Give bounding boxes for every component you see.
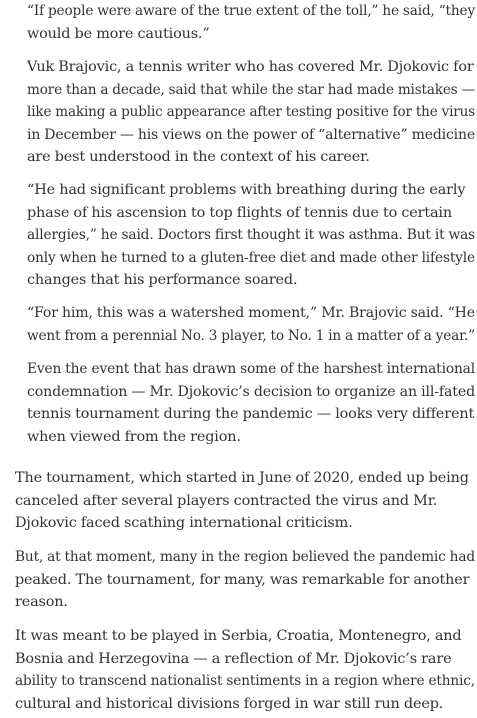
text-line: It was meant to be played in Serbia, Croatia, Montenegro, and (15, 628, 462, 644)
text-line: Djokovic faced scathing international criticism. (15, 515, 353, 531)
paragraph-brajovic-intro (27, 56, 477, 169)
paragraph-region-reflection (15, 625, 477, 715)
text-line: went from a perennial No. 3 player, to No. 1 in a matter of a year.” (27, 327, 476, 344)
text-line: Vuk Brajovic, a tennis writer who has covered Mr. Djokovic for (27, 59, 474, 75)
text-line: cultural and historical divisions forged in war still run deep. (15, 695, 444, 712)
paragraph-tournament-canceled (15, 467, 469, 535)
text-line: like making a public appearance after testing positive for the virus (27, 104, 475, 120)
paragraph-breathing-quote (27, 179, 477, 292)
text-line: The tournament, which started in June of 2020, ended up being (15, 470, 469, 486)
paragraph-watershed-quote (27, 302, 477, 347)
text-line: But, at that moment, many in the region believed the pandemic had (15, 549, 475, 565)
paragraph-tournament-condemnation (27, 358, 477, 448)
text-line: would be more cautious.” (27, 25, 210, 42)
paragraph-toll-quote (27, 0, 477, 45)
text-line: canceled after several players contracted the virus and Mr. (15, 492, 438, 509)
text-line: when viewed from the region. (27, 428, 241, 445)
text-line: “For him, this was a watershed moment,” Mr. Brajovic said. “He (27, 305, 475, 321)
text-line: ability to transcend nationalist sentiments in a region where ethnic, (15, 673, 476, 689)
paragraph-pandemic-peaked (15, 546, 477, 614)
text-line: Bosnia and Herzegovina — a reflection of Mr. Djokovic’s rare (15, 650, 452, 667)
text-line: tennis tournament during the pandemic — looks very different (27, 406, 475, 422)
text-line: phase of his ascension to top flights of tennis due to certain (27, 204, 452, 221)
text-line: changes that his performance soared. (27, 272, 298, 288)
text-line: allergies,” he said. Doctors first thought it was asthma. But it was (27, 227, 476, 243)
text-line: “If people were aware of the true extent of the toll,” he said, “they (27, 3, 476, 19)
text-line: more than a decade, said that while the star had made mistakes — (27, 81, 475, 98)
text-line: peaked. The tournament, for many, was remarkable for another (15, 571, 470, 588)
text-line: reason. (15, 594, 68, 610)
text-line: are best understood in the context of his career. (27, 149, 370, 165)
text-line: “He had significant problems with breathing during the early (27, 182, 466, 198)
text-line: Even the event that has drawn some of the harshest international (27, 361, 476, 377)
text-line: only when he turned to a gluten-free diet and made other lifestyle (27, 249, 476, 266)
text-line: in December — his views on the power of “alternative” medicine (27, 126, 475, 143)
text-line: condemnation — Mr. Djokovic’s decision to organize an ill-fated (27, 383, 476, 400)
